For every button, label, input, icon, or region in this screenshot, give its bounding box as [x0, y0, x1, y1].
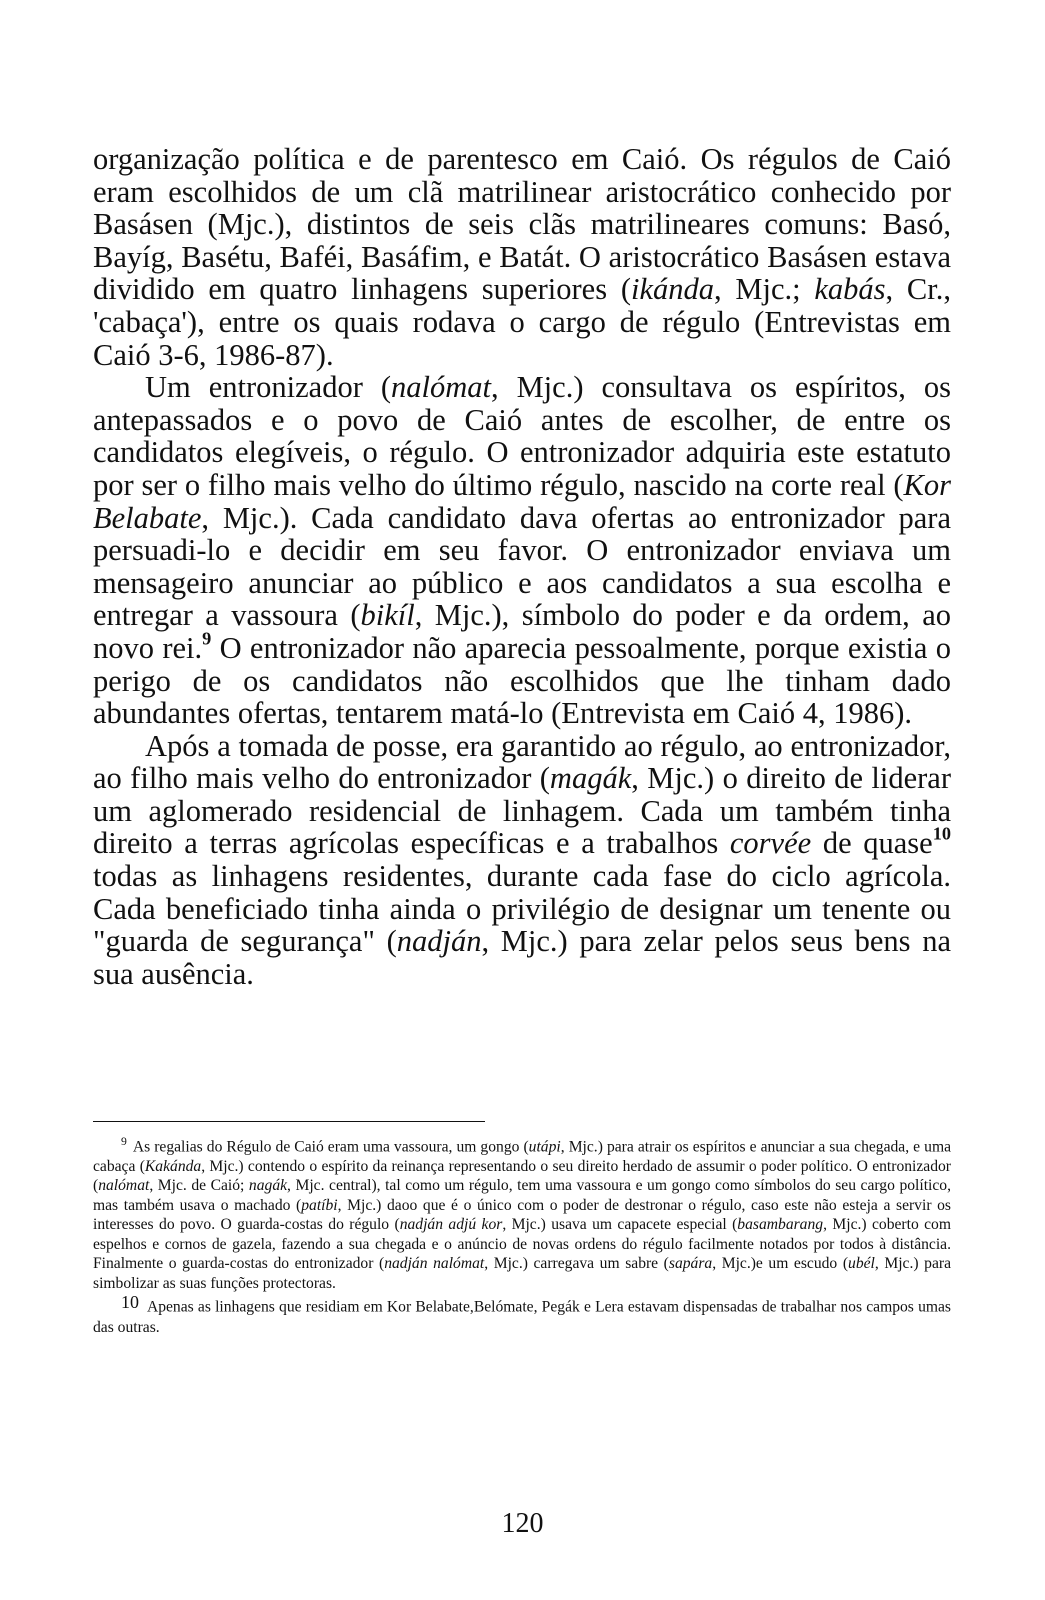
text-run: , Mjc.) para zelar pelos seus bens na sua ausência.	[93, 924, 951, 991]
footnote-ref-10[interactable]: 10	[932, 823, 952, 844]
term-italic: nadján nalómat	[384, 1255, 485, 1273]
term-italic: sapára	[668, 1255, 713, 1273]
text-run: , Mjc.) coberto com espelhos e cornos de gazela, fazendo a sua chegada e o anúncio de novas ordens do régulo facilmente notados por todos à distância. Finalmente o guarda-costas do entronizador (	[93, 1216, 951, 1273]
text-run: As regalias do Régulo de Caió eram uma vassoura, um gongo (	[132, 1138, 529, 1156]
text-run: , Mjc.) usava um capacete especial (	[502, 1216, 738, 1234]
text-run: , Mjc.) contendo o espírito da reinança representando o seu direito herdado de assumir o poder político. O entronizador (	[93, 1157, 951, 1195]
main-text	[93, 143, 951, 990]
text-run: , Mjc.) consultava os espíritos, os antepassados e o povo de Caió antes de escolher, de entre os candidatos elegíveis, o régulo. O entronizador adquiria este estatuto por ser o filho mais velho do último régulo, nascido na corte real (	[93, 370, 952, 502]
text-run: Apenas as linhagens que residiam em Kor Belabate,Belómate, Pegák e Lera estavam dispensadas de trabalhar nos campos umas das outras.	[93, 1299, 951, 1336]
term-italic: corvée	[729, 826, 812, 861]
term-italic: magák	[549, 761, 632, 796]
term-italic: nagák	[248, 1177, 288, 1195]
text-run: todas as linhagens residentes, durante cada fase do ciclo agrícola. Cada beneficiado tinha ainda o privilégio de designar um tenente ou "guarda de segurança" (	[93, 859, 951, 959]
term-italic: utápi	[528, 1138, 561, 1156]
text-run: Um entronizador (	[145, 370, 391, 405]
text-run: , Mjc.), símbolo do poder e da ordem, ao novo rei.	[93, 598, 951, 665]
footnote-10	[93, 1293, 951, 1337]
footnote-9	[93, 1132, 951, 1293]
text-run: , Mjc. central), tal como um régulo, tem uma vassoura e um gongo como símbolos do seu cargo político, mas também usava o machado (	[93, 1177, 951, 1214]
term-italic: ikánda	[631, 272, 715, 307]
footnote-ref-9[interactable]: 9	[202, 628, 212, 649]
text-run: , Mjc. de Caió;	[149, 1177, 249, 1195]
term-italic: Kor Belabate	[93, 467, 951, 535]
text-run: de quase	[811, 826, 933, 861]
footnote-separator	[93, 1121, 485, 1122]
term-italic: nadján	[396, 924, 482, 959]
paragraph-3	[93, 730, 951, 991]
term-italic: bikíl	[360, 598, 415, 633]
text-run: , Mjc.). Cada candidato dava ofertas ao entronizador para persuadi-lo e decidir em seu favor. O entronizador enviava um mensageiro anunciar ao público e aos candidatos a sua escolha e entregar a vassoura (	[93, 500, 951, 633]
text-run: O entronizador não aparecia pessoalmente, porque existia o perigo de os candidatos não escolhidos que lhe tinham dado abundantes ofertas, tentarem matá-lo (Entrevista em Caió 4, 1986).	[93, 630, 951, 731]
footnote-number: 9	[121, 1135, 127, 1148]
text-run: , Mjc.) o direito de liderar um aglomerado residencial de linhagem. Cada um também tinha direito a terras agrícolas específicas e a trabalhos	[93, 761, 952, 861]
term-italic: nalómat	[390, 370, 491, 405]
term-italic: patíbi	[301, 1196, 338, 1214]
footnotes	[93, 1132, 951, 1337]
term-italic: nadján adjú kor	[399, 1216, 503, 1234]
text-run: , Mjc.) para simbolizar as suas funções protectoras.	[93, 1255, 951, 1292]
paragraph-2	[93, 371, 951, 730]
term-italic: basambarang	[737, 1216, 824, 1234]
term-italic: nalómat	[98, 1177, 150, 1195]
footnote-number: 10	[121, 1292, 139, 1313]
text-run: , Mjc.;	[714, 272, 815, 307]
paragraph-1	[93, 143, 951, 371]
text-run: , Cr., 'cabaça'), entre os quais rodava o cargo de régulo (Entrevistas em Caió 3-6, 1986-87).	[93, 272, 951, 372]
text-run: , Mjc.)e um escudo (	[712, 1255, 849, 1273]
page-number: 120	[501, 1508, 544, 1539]
text-run: , Mjc.) daoo que é o único com o poder de destronar o régulo, caso este não esteja a servir os interesses do povo. O guarda-costas do régulo (	[93, 1196, 951, 1234]
term-italic: kabás	[814, 272, 886, 307]
text-run: , Mjc.) carregava um sabre (	[484, 1255, 669, 1273]
term-italic: Kakánda	[144, 1157, 202, 1175]
term-italic: ubél	[848, 1255, 875, 1273]
text-run: organização política e de parentesco em Caió. Os régulos de Caió eram escolhidos de um clã matrilinear aristocrático conhecido por Basásen (Mjc.), distintos de seis clãs matrilineares comuns: Basó, Bayíg, Basétu, Baféi, Basáfim, e Batát. O aristocrático Basásen estava dividido em quatro linhagens superiores (	[93, 142, 951, 307]
text-run: , Mjc.) para atrair os espíritos e anunciar a sua chegada, e uma cabaça (	[93, 1138, 951, 1175]
text-run: Após a tomada de posse, era garantido ao régulo, ao entronizador, ao filho mais velho do entronizador (	[93, 728, 951, 796]
